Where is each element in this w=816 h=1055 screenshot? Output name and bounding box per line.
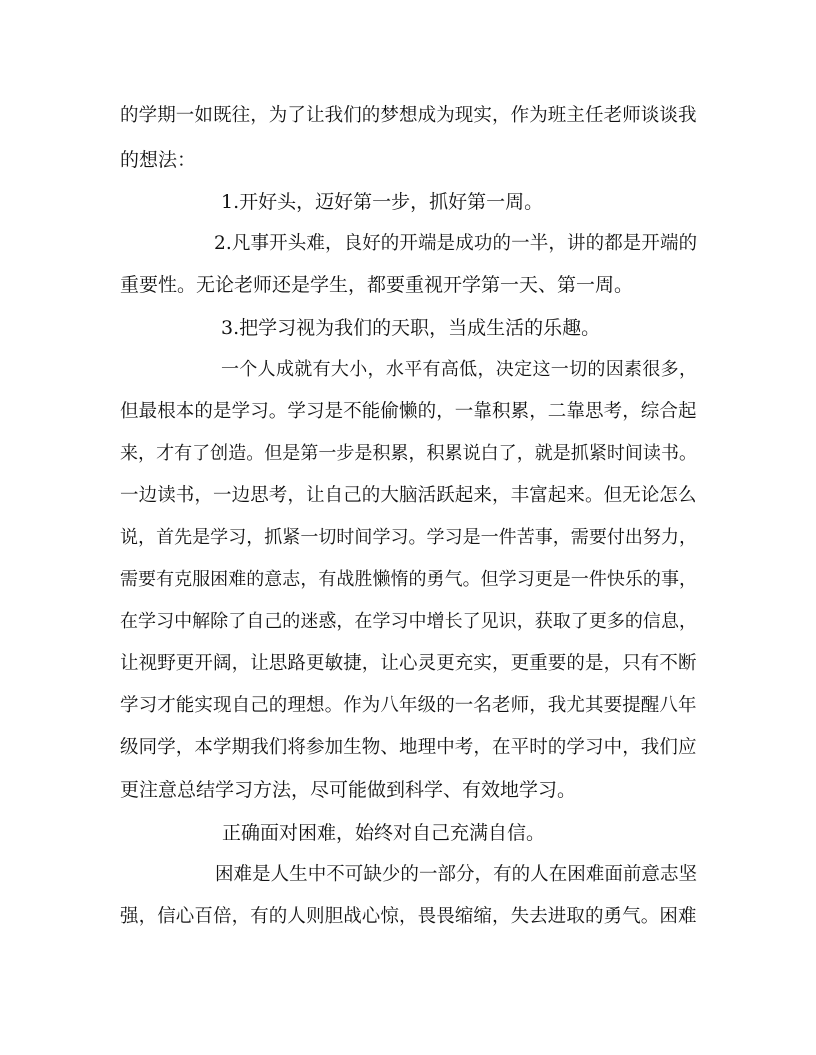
text-line: 的想法：: [120, 149, 197, 171]
text-line: 需要有克服困难的意志，有战胜懒惰的勇气。但学习更是一件快乐的事，: [120, 569, 697, 590]
text-line: 学习才能实现自己的理想。作为八年级的一名老师，我尤其要提醒八年: [120, 695, 697, 716]
text-line: 1.开好头，迈好第一步，抓好第一周。: [221, 191, 544, 213]
text-line: 的学期一如既往，为了让我们的梦想成为现实，作为班主任老师谈谈我: [120, 105, 697, 126]
text-line: 2.凡事开头难，良好的开端是成功的一半，讲的都是开端的: [214, 233, 697, 254]
text-line: 强，信心百倍，有的人则胆战心惊，畏畏缩缩，失去进取的勇气。困难: [120, 906, 697, 927]
text-line: 重要性。无论老师还是学生，都要重视开学第一天、第一周。: [120, 274, 634, 296]
text-line: 来，才有了创造。但是第一步是积累，积累说白了，就是抓紧时间读书。: [120, 443, 697, 464]
text-line: 一个人成就有大小，水平有高低，决定这一切的因素很多，: [221, 359, 697, 380]
text-line: 级同学，本学期我们将参加生物、地理中考，在平时的学习中，我们应: [120, 737, 697, 758]
text-line: 让视野更开阔，让思路更敏捷，让心灵更充实，更重要的是，只有不断: [120, 653, 697, 674]
text-line: 3.把学习视为我们的天职，当成生活的乐趣。: [221, 317, 601, 339]
text-line: 一边读书，一边思考，让自己的大脑活跃起来，丰富起来。但无论怎么: [120, 485, 697, 506]
text-line: 正确面对困难，始终对自己充满自信。: [222, 822, 546, 844]
text-line: 更注意总结学习方法，尽可能做到科学、有效地学习。: [120, 779, 577, 801]
text-line: 困难是人生中不可缺少的一部分，有的人在困难面前意志坚: [215, 864, 697, 885]
text-line: 但最根本的是学习。学习是不能偷懒的，一靠积累，二靠思考，综合起: [120, 401, 697, 422]
text-line: 说，首先是学习，抓紧一切时间学习。学习是一件苦事，需要付出努力，: [120, 527, 697, 548]
text-line: 在学习中解除了自己的迷惑，在学习中增长了见识，获取了更多的信息，: [120, 611, 697, 632]
